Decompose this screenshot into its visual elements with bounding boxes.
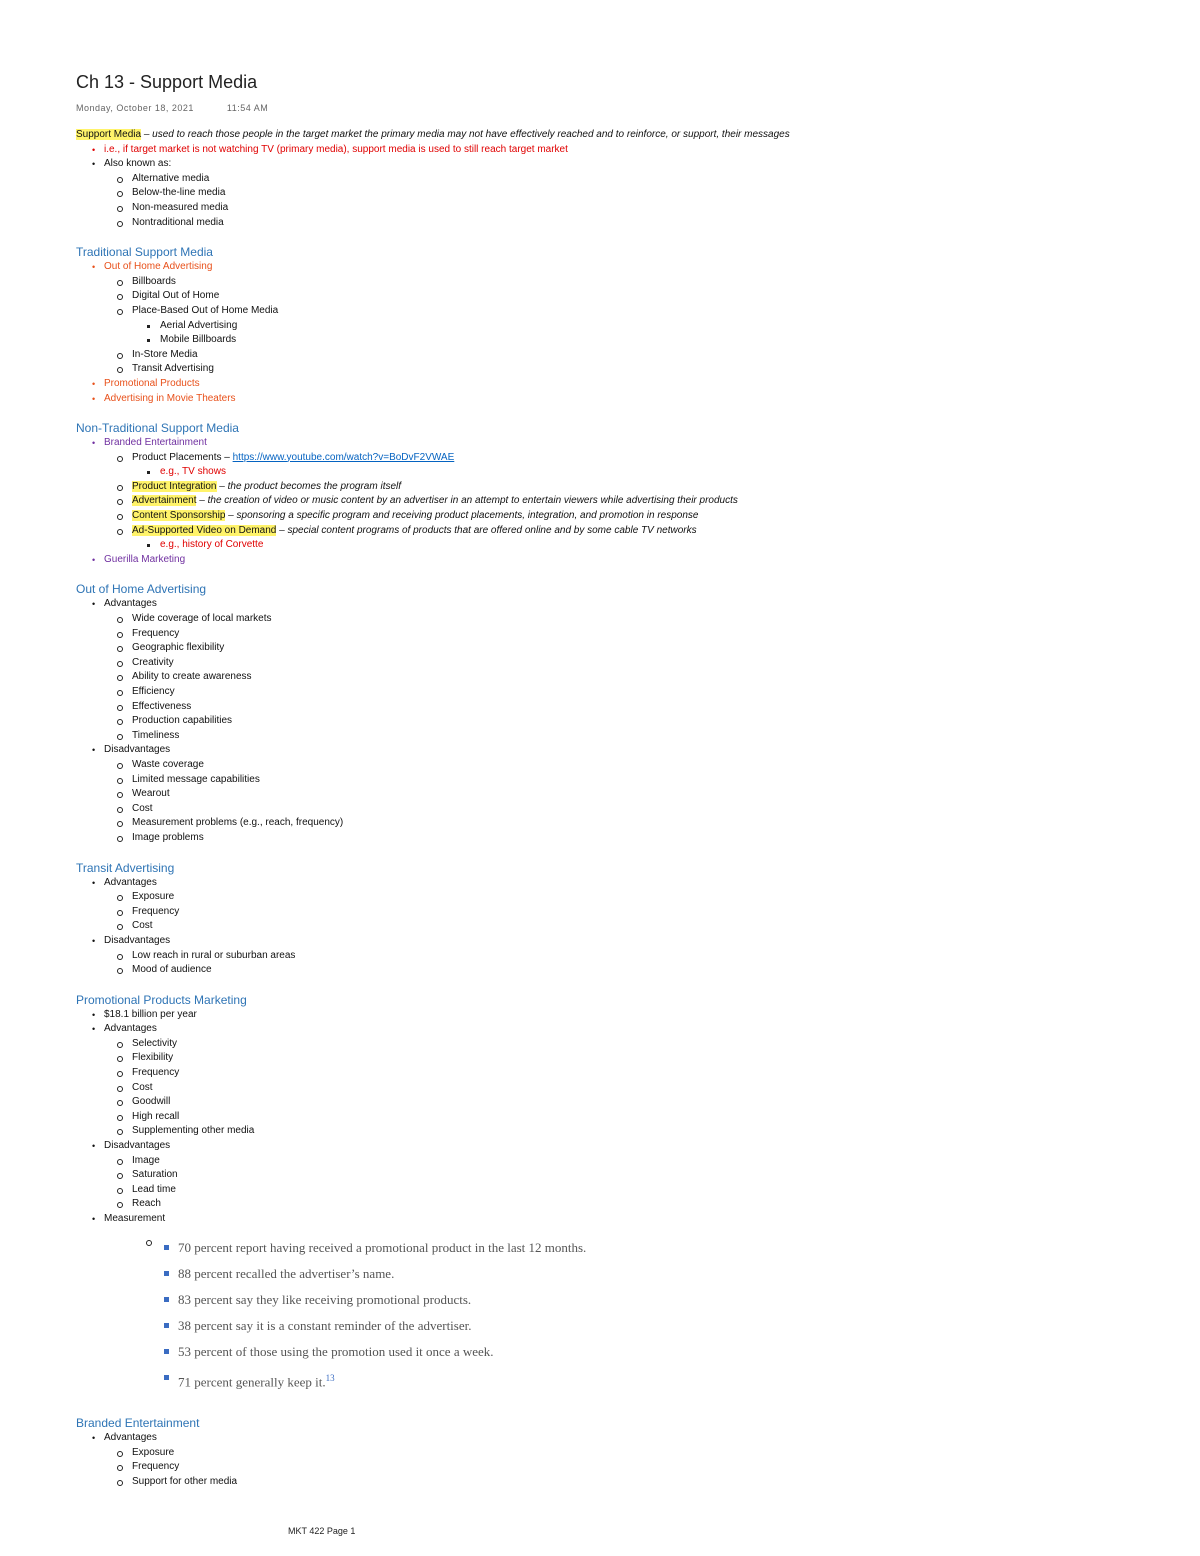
advertainment-term: Advertainment <box>132 495 197 507</box>
list-item: Alternative media <box>104 172 1176 187</box>
advertainment-def: – the creation of video or music content by an advertiser in an attempt to entertain viewers while advertising their products <box>196 495 738 507</box>
list-item: Ability to create awareness <box>104 670 1176 685</box>
list-item: Mobile Billboards <box>132 333 1176 348</box>
note-datetime <box>76 103 1176 113</box>
list-item <box>76 876 1176 934</box>
list-item: High recall <box>104 1110 1176 1125</box>
list-item <box>76 597 1176 743</box>
list-item: Saturation <box>104 1168 1176 1183</box>
page-title: Ch 13 - Support Media <box>76 72 258 92</box>
list-item: Timeliness <box>104 729 1176 744</box>
list-item: Non-measured media <box>104 201 1176 216</box>
list-item: Low reach in rural or suburban areas <box>104 949 1176 964</box>
list-item <box>76 1431 1176 1489</box>
list-item: Effectiveness <box>104 700 1176 715</box>
list-item <box>76 934 1176 978</box>
branded-list <box>76 1431 1176 1489</box>
list-item: Supplementing other media <box>104 1124 1176 1139</box>
list-item: Efficiency <box>104 685 1176 700</box>
measurement-stats <box>164 1235 1176 1395</box>
heading-nontraditional: Non-Traditional Support Media <box>76 421 239 436</box>
list-item <box>76 743 1176 845</box>
list-item: Support for other media <box>104 1475 1176 1490</box>
integration-def: – the product becomes the program itself <box>216 480 402 492</box>
ooh-list <box>76 597 1176 845</box>
list-item <box>104 494 1176 509</box>
disadvantages-label: Disadvantages <box>104 1140 171 1152</box>
list-item: Exposure <box>104 890 1176 905</box>
list-item: Cost <box>104 1081 1176 1096</box>
list-item: Image problems <box>104 831 1176 846</box>
list-item: • Advertising in Movie Theaters <box>76 392 1176 407</box>
advantages-label: Advantages <box>104 1431 157 1443</box>
list-item: Geographic flexibility <box>104 641 1176 656</box>
youtube-link[interactable]: https://www.youtube.com/watch?v=BoDvF2VWAE <box>232 451 455 463</box>
intro-definition <box>76 128 1176 143</box>
note-page <box>76 72 1176 1489</box>
list-item: 38 percent say it is a constant reminder of the advertiser. <box>164 1313 1176 1339</box>
ie-note <box>76 143 1176 158</box>
heading-ooh: Out of Home Advertising <box>76 582 207 597</box>
list-item: In-Store Media <box>104 348 1176 363</box>
note-time: 11:54 AM <box>226 103 269 113</box>
list-item: • Measurement <box>76 1212 1176 1227</box>
list-item <box>104 451 1176 480</box>
list-item: Cost <box>104 802 1176 817</box>
disadvantages-label: Disadvantages <box>104 744 171 756</box>
list-item: Exposure <box>104 1446 1176 1461</box>
list-item: Goodwill <box>104 1095 1176 1110</box>
list-item: 53 percent of those using the promotion used it once a week. <box>164 1339 1176 1365</box>
support-media-definition: – used to reach those people in the target market the primary media may not have effectively reached and to reinforce, or support, their messages <box>141 129 790 140</box>
heading-branded: Branded Entertainment <box>76 1415 200 1430</box>
list-item: Image <box>104 1154 1176 1169</box>
measurement-clipping <box>96 1235 1176 1395</box>
list-item <box>104 509 1176 524</box>
aka-list <box>104 172 1176 230</box>
footnote-mark: 13 <box>325 1372 335 1383</box>
list-item: • $18.1 billion per year <box>76 1008 1176 1023</box>
list-item: Frequency <box>104 905 1176 920</box>
avod-def: – special content programs of products that are offered online and by some cable TV networks <box>276 524 697 536</box>
list-item: e.g., TV shows <box>132 465 1176 480</box>
integration-term: Product Integration <box>132 480 217 492</box>
list-item: Nontraditional media <box>104 216 1176 231</box>
advantages-label: Advantages <box>104 598 157 610</box>
heading-promo: Promotional Products Marketing <box>76 992 247 1007</box>
list-item: Transit Advertising <box>104 362 1176 377</box>
list-item: 83 percent say they like receiving promotional products. <box>164 1287 1176 1313</box>
sponsorship-term: Content Sponsorship <box>132 510 226 522</box>
list-item: Mood of audience <box>104 963 1176 978</box>
advantages-label: Advantages <box>104 876 157 888</box>
list-item: Frequency <box>104 627 1176 642</box>
list-item: Digital Out of Home <box>104 289 1176 304</box>
list-item: Below-the-line media <box>104 186 1176 201</box>
ooh-label: Out of Home Advertising <box>104 261 213 273</box>
disadvantages-label: Disadvantages <box>104 934 171 946</box>
list-item: Lead time <box>104 1183 1176 1198</box>
list-item: 88 percent recalled the advertiser’s name. <box>164 1261 1176 1287</box>
list-item <box>76 436 1176 553</box>
list-item: • Guerilla Marketing <box>76 553 1176 568</box>
support-media-term: Support Media <box>76 129 142 140</box>
list-item: Frequency <box>104 1460 1176 1475</box>
list-item: • Promotional Products <box>76 377 1176 392</box>
list-item: Waste coverage <box>104 758 1176 773</box>
measurement-list <box>96 1235 1176 1395</box>
nontraditional-list <box>76 436 1176 567</box>
list-item: 70 percent report having received a promotional product in the last 12 months. <box>164 1235 1176 1261</box>
avod-term: Ad-Supported Video on Demand <box>132 524 277 536</box>
list-item: Frequency <box>104 1066 1176 1081</box>
list-item <box>104 524 1176 553</box>
advantages-label: Advantages <box>104 1023 157 1035</box>
list-item: Billboards <box>104 275 1176 290</box>
heading-transit: Transit Advertising <box>76 860 175 875</box>
note-date: Monday, October 18, 2021 <box>76 103 194 113</box>
sponsorship-def: – sponsoring a specific program and receiving product placements, integration, and promotion in response <box>225 510 699 522</box>
place-based-label: Place-Based Out of Home Media <box>132 304 279 316</box>
list-item: Creativity <box>104 656 1176 671</box>
list-item: Measurement problems (e.g., reach, frequency) <box>104 816 1176 831</box>
list-item: e.g., history of Corvette <box>132 538 1176 553</box>
list-item: Cost <box>104 919 1176 934</box>
list-item <box>76 260 1176 377</box>
list-item <box>76 1139 1176 1212</box>
list-item <box>164 1365 1176 1395</box>
heading-traditional: Traditional Support Media <box>76 245 213 260</box>
list-item <box>104 304 1176 348</box>
list-item: Production capabilities <box>104 714 1176 729</box>
list-item: Reach <box>104 1197 1176 1212</box>
ie-text: i.e., if target market is not watching TV (primary media), support media is used to still reach target market <box>104 143 568 155</box>
promo-list <box>76 1008 1176 1227</box>
list-item: Flexibility <box>104 1051 1176 1066</box>
list-item <box>104 480 1176 495</box>
list-item: Wide coverage of local markets <box>104 612 1176 627</box>
list-item <box>76 1022 1176 1139</box>
list-item: Aerial Advertising <box>132 319 1176 334</box>
branded-label: Branded Entertainment <box>104 437 207 449</box>
placements-label: Product Placements – <box>132 451 233 463</box>
traditional-list <box>76 260 1176 406</box>
intro-section <box>76 128 1176 230</box>
list-item: Selectivity <box>104 1037 1176 1052</box>
aka-label: Also known as: <box>104 158 172 170</box>
quote-text: 71 percent generally keep it. <box>178 1373 326 1389</box>
transit-list <box>76 876 1176 978</box>
aka-item <box>76 157 1176 230</box>
page-footer: MKT 422 Page 1 <box>288 1526 356 1536</box>
list-item: Wearout <box>104 787 1176 802</box>
list-item: Limited message capabilities <box>104 773 1176 788</box>
